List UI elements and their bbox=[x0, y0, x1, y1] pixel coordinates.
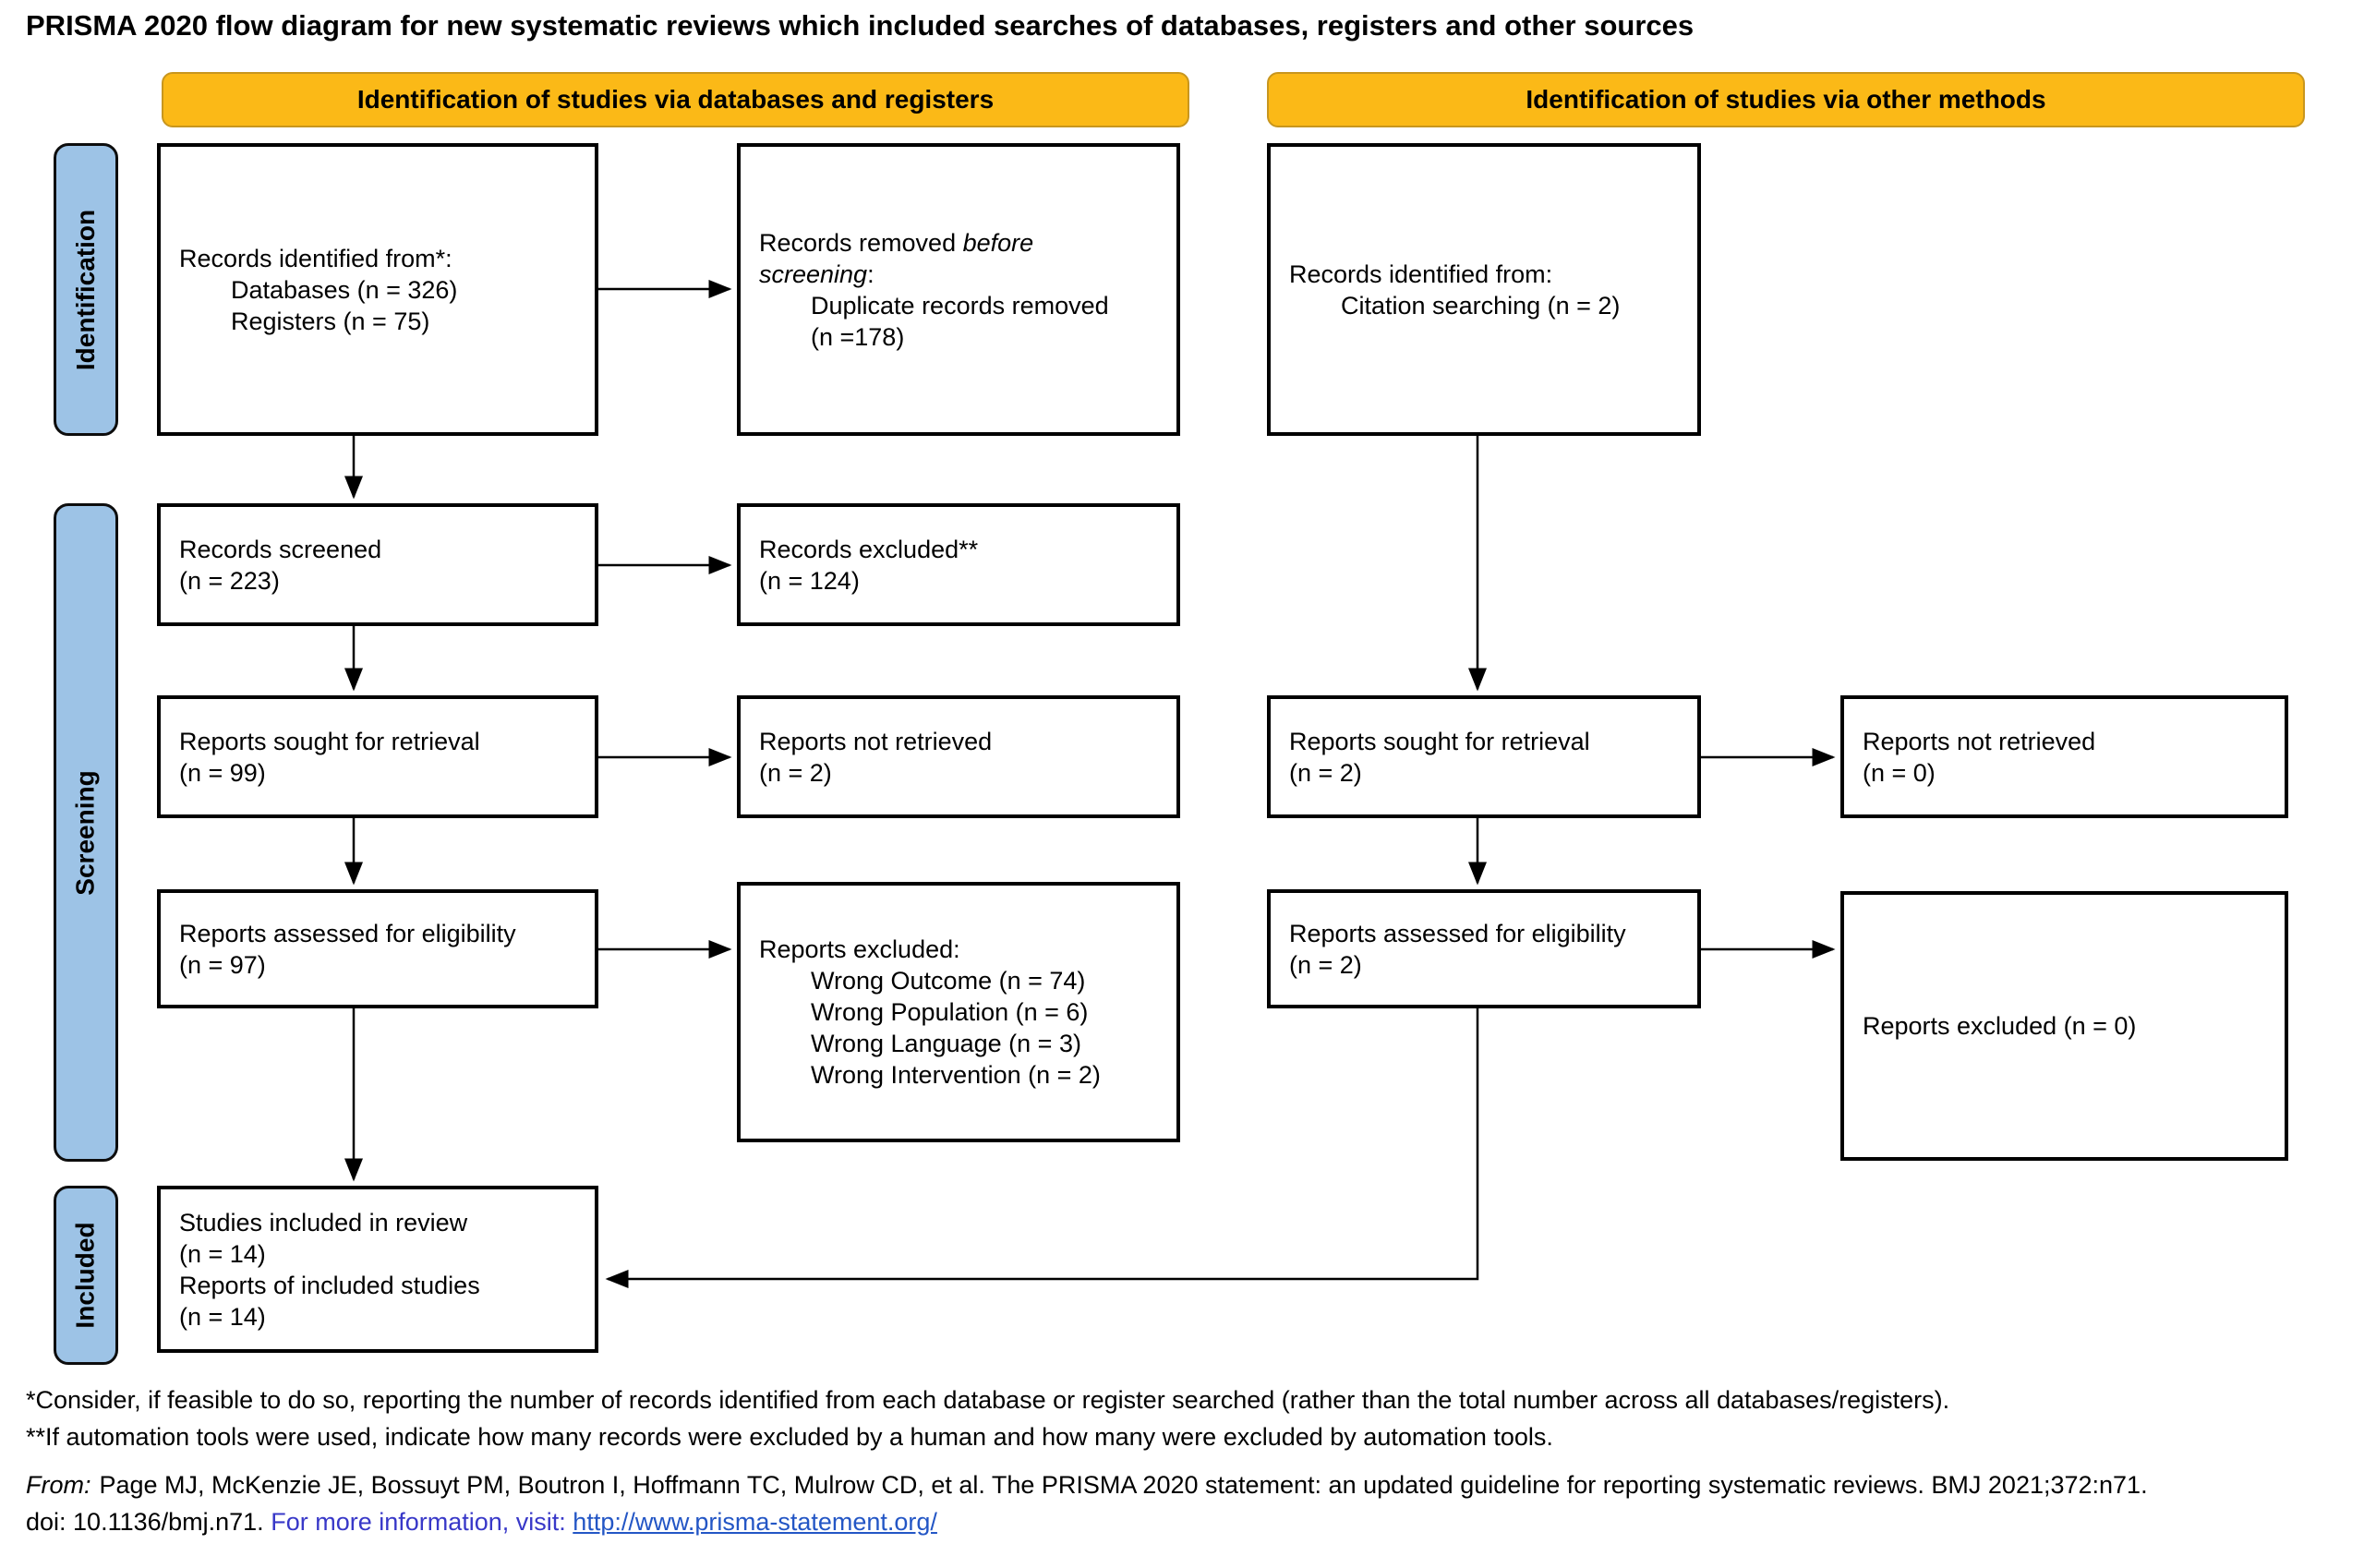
phase-screening-label: Screening bbox=[71, 769, 101, 896]
citation-line bbox=[26, 1466, 2344, 1503]
banner-databases-registers bbox=[162, 72, 1189, 127]
visit-text: For more information, visit: bbox=[271, 1508, 573, 1536]
box-text-line: Reports not retrieved bbox=[1863, 727, 2096, 755]
phase-identification bbox=[54, 143, 118, 436]
box-text-line: Wrong Intervention (n = 2) bbox=[811, 1061, 1101, 1089]
box-records-identified-other bbox=[1267, 143, 1701, 436]
box-text-line: (n = 97) bbox=[179, 950, 266, 979]
doi-line bbox=[26, 1503, 2344, 1540]
box-text-line: Records screened bbox=[179, 535, 382, 563]
box-text-line: Wrong Language (n = 3) bbox=[811, 1030, 1081, 1057]
box-text-line: Reports sought for retrieval bbox=[1289, 727, 1590, 755]
box-text-line: Reports excluded: bbox=[759, 935, 960, 963]
prisma-statement-link[interactable]: http://www.prisma-statement.org/ bbox=[573, 1508, 937, 1536]
box-reports-assessed-other bbox=[1267, 889, 1701, 1008]
box-text-line: (n = 99) bbox=[179, 758, 266, 787]
box-reports-not-retrieved-other bbox=[1840, 695, 2288, 818]
box-text-line: Reports not retrieved bbox=[759, 727, 993, 755]
footnote-asterisk: *Consider, if feasible to do so, reporting the number of records identified from each database or register searched (rather than the total number across all databases/registers). bbox=[26, 1386, 1950, 1414]
phase-identification-label: Identification bbox=[71, 209, 101, 370]
box-text-line: (n = 124) bbox=[759, 566, 860, 595]
box-text-line: Registers (n = 75) bbox=[231, 307, 430, 335]
box-reports-sought-other bbox=[1267, 695, 1701, 818]
box-text-line: Reports of included studies bbox=[179, 1271, 480, 1299]
box-text-line: Reports assessed for eligibility bbox=[179, 919, 516, 947]
banner-other-methods-label: Identification of studies via other methods bbox=[1526, 85, 2046, 114]
box-text-line: (n = 2) bbox=[759, 758, 832, 787]
banner-other-methods bbox=[1267, 72, 2305, 127]
box-studies-included bbox=[157, 1186, 598, 1353]
citation-text: Page MJ, McKenzie JE, Bossuyt PM, Boutron I, Hoffmann TC, Mulrow CD, et al. The PRISMA 2020 statement: an updated guideline for reporting systematic reviews. BMJ 2021;372:n71. bbox=[99, 1471, 2148, 1499]
box-text-line: Records identified from*: bbox=[179, 244, 452, 272]
banner-databases-registers-label: Identification of studies via databases and registers bbox=[356, 85, 995, 114]
box-text-line: Reports assessed for eligibility bbox=[1289, 919, 1626, 947]
box-text-line: (n = 14) bbox=[179, 1302, 266, 1331]
doi-text: doi: 10.1136/bmj.n71. bbox=[26, 1508, 271, 1536]
box-text-line: Studies included in review bbox=[179, 1208, 468, 1236]
box-reports-excluded-db bbox=[737, 882, 1180, 1142]
box-text-line: (n = 2) bbox=[1289, 758, 1362, 787]
box-reports-assessed-db bbox=[157, 889, 598, 1008]
citation-from-label: From: bbox=[26, 1471, 91, 1499]
footnote-double-asterisk: **If automation tools were used, indicate how many records were excluded by a human and how many were excluded by automation tools. bbox=[26, 1423, 1553, 1451]
box-text-line: Citation searching (n = 2) bbox=[1341, 291, 1621, 320]
box-text-line: Duplicate records removed bbox=[811, 291, 1109, 320]
box-text-line: Reports sought for retrieval bbox=[179, 727, 480, 755]
phase-included-label: Included bbox=[71, 1222, 100, 1329]
box-reports-excluded-other bbox=[1840, 891, 2288, 1161]
box-text-line: (n = 0) bbox=[1863, 758, 1936, 787]
box-text-line: (n =178) bbox=[811, 322, 905, 351]
box-records-removed bbox=[737, 143, 1180, 436]
box-text-line: Databases (n = 326) bbox=[231, 275, 458, 304]
box-records-screened bbox=[157, 503, 598, 626]
box-reports-sought-db bbox=[157, 695, 598, 818]
box-records-excluded bbox=[737, 503, 1180, 626]
box-text-line: Reports excluded (n = 0) bbox=[1863, 1012, 2137, 1040]
footnotes bbox=[26, 1381, 2344, 1540]
box-reports-not-retrieved-db bbox=[737, 695, 1180, 818]
box-text-line: screening: bbox=[759, 259, 874, 288]
box-text-line: Wrong Outcome (n = 74) bbox=[811, 967, 1086, 995]
box-text-line: Records excluded** bbox=[759, 535, 979, 563]
page-title: PRISMA 2020 flow diagram for new systematic reviews which included searches of databases, registers and other sources bbox=[26, 9, 1695, 42]
box-text-line: (n = 223) bbox=[179, 566, 280, 595]
box-text-line: (n = 14) bbox=[179, 1239, 266, 1268]
box-text-line: Records identified from: bbox=[1289, 259, 1553, 288]
box-text-line: (n = 2) bbox=[1289, 950, 1362, 979]
box-records-identified bbox=[157, 143, 598, 436]
phase-screening bbox=[54, 503, 118, 1162]
box-text-line: Records removed before bbox=[759, 228, 1034, 257]
phase-included bbox=[54, 1186, 118, 1365]
box-text-line: Wrong Population (n = 6) bbox=[811, 998, 1089, 1026]
